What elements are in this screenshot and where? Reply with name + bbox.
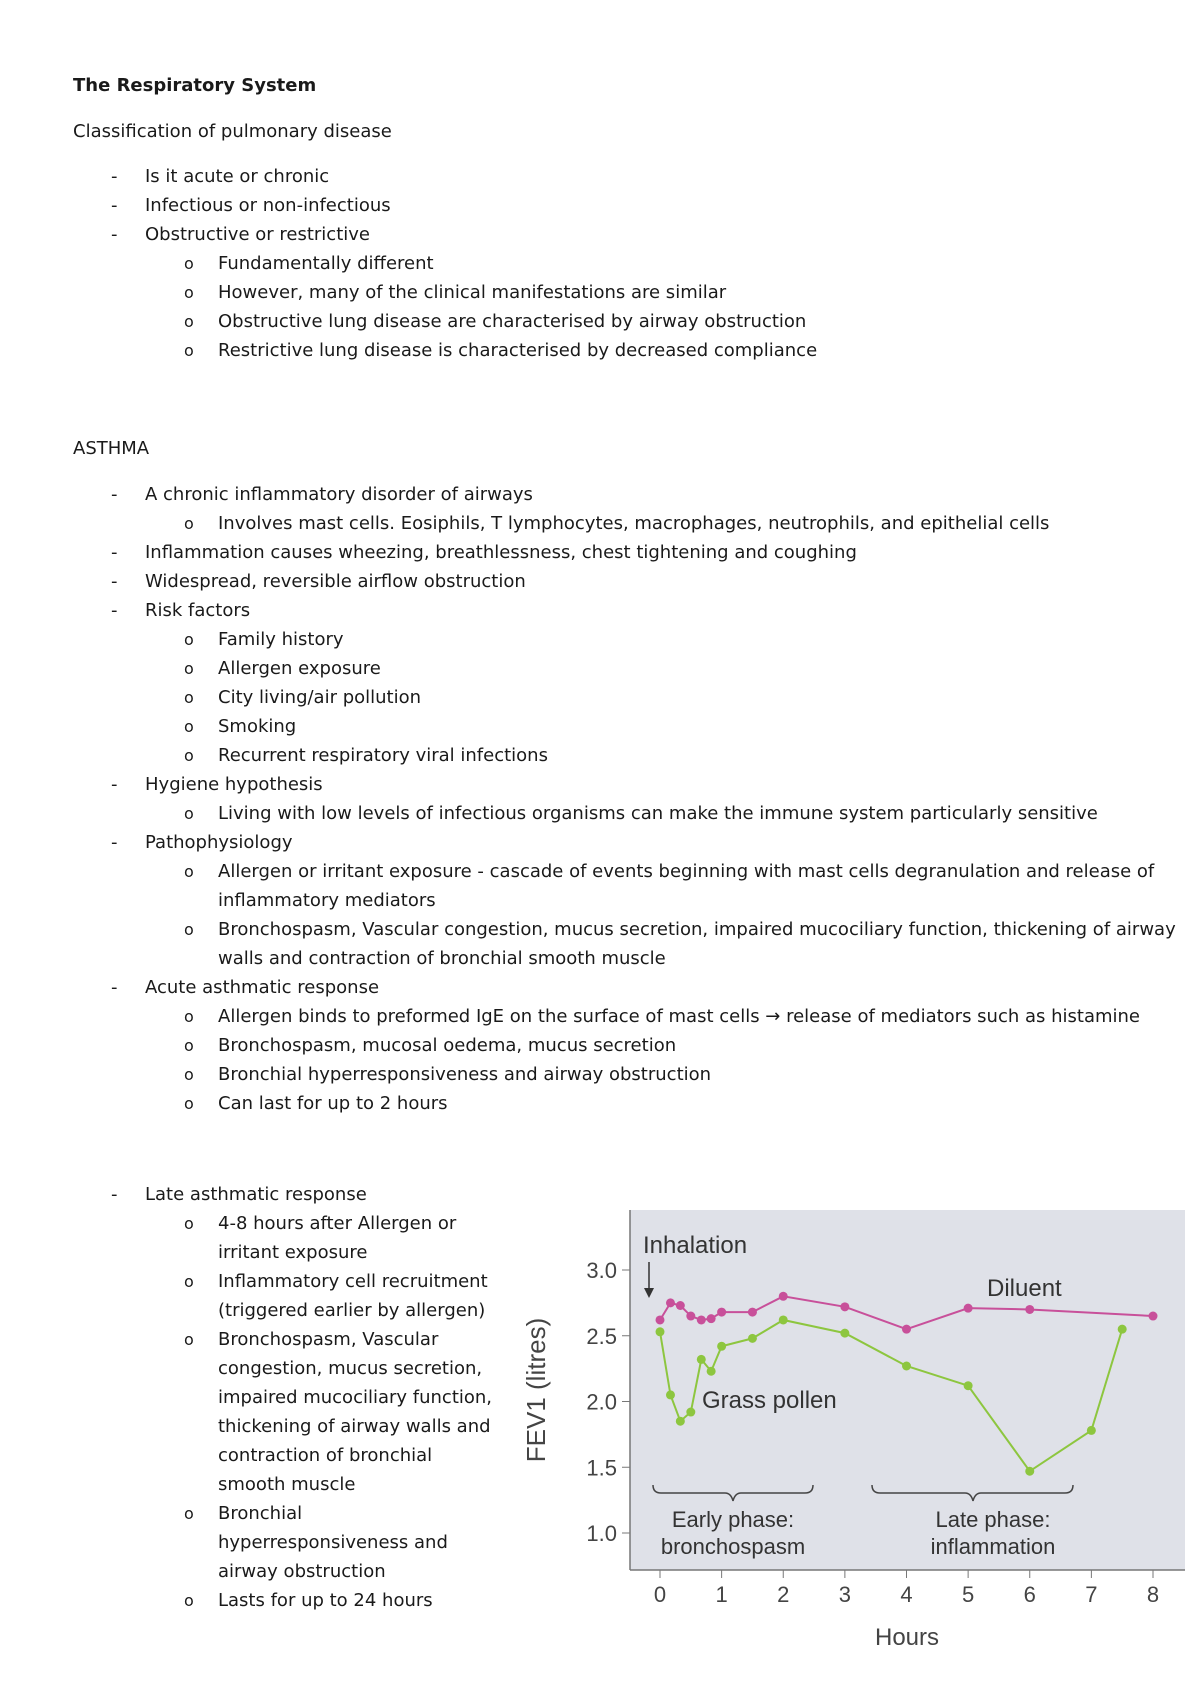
- bullet-item: - Inflammation causes wheezing, breathlessness, chest tightening and coughing: [0, 538, 1200, 567]
- sub-bullet-item: o Can last for up to 2 hours: [0, 1089, 1200, 1118]
- sub-bullet-item: o 4-8 hours after Allergen or irritant exposure: [0, 1209, 498, 1267]
- bullet-item: - Is it acute or chronic: [0, 162, 817, 191]
- grass-pollen-data-point: [748, 1334, 757, 1343]
- sub-bullet-item: o Inflammatory cell recruitment (triggered earlier by allergen): [0, 1267, 498, 1325]
- diluent-data-point: [656, 1315, 665, 1324]
- diluent-data-point: [697, 1315, 706, 1324]
- bullet-item: - Pathophysiology: [0, 828, 1200, 857]
- sub-bullet-item: o Bronchospasm, mucosal oedema, mucus secretion: [0, 1031, 1200, 1060]
- grass-pollen-data-point: [902, 1361, 911, 1370]
- bullet-item: - Late asthmatic response: [0, 1180, 498, 1209]
- x-tick-label: 2: [777, 1582, 790, 1607]
- classification-heading: Classification of pulmonary disease: [73, 121, 392, 142]
- grass-pollen-data-point: [1087, 1426, 1096, 1435]
- y-tick-label: 2.5: [586, 1323, 617, 1349]
- y-axis: [586, 1258, 630, 1546]
- y-tick-label: 1.5: [586, 1455, 617, 1481]
- diluent-data-point: [676, 1301, 685, 1310]
- classification-list: [0, 162, 817, 365]
- diluent-data-point: [902, 1325, 911, 1334]
- sub-bullet-item: o Bronchial hyperresponsiveness and airway obstruction: [0, 1499, 498, 1586]
- grass-pollen-data-point: [707, 1367, 716, 1376]
- sub-bullet-item: o Family history: [0, 625, 1200, 654]
- sub-bullet-item: o Fundamentally different: [0, 249, 817, 278]
- diluent-data-point: [964, 1304, 973, 1313]
- y-tick-label: 2.0: [586, 1389, 617, 1415]
- diluent-data-point: [686, 1312, 695, 1321]
- late-phase-label: Late phase:: [935, 1507, 1051, 1532]
- x-axis-label: Hours: [874, 1624, 940, 1651]
- grass-pollen-data-point: [656, 1327, 665, 1336]
- grass-pollen-data-point: [1025, 1467, 1034, 1476]
- x-tick-label: 8: [1146, 1582, 1160, 1607]
- grass-pollen-label: Grass pollen: [702, 1387, 837, 1414]
- diluent-label: Diluent: [987, 1275, 1062, 1302]
- sub-bullet-item: o Allergen binds to preformed IgE on the surface of mast cells → release of mediators such as histamine: [0, 1002, 1200, 1031]
- grass-pollen-data-point: [964, 1381, 973, 1390]
- diluent-data-point: [666, 1298, 675, 1307]
- bullet-item: - A chronic inflammatory disorder of airways: [0, 480, 1200, 509]
- sub-bullet-item: o Smoking: [0, 712, 1200, 741]
- sub-bullet-item: o Obstructive lung disease are characterised by airway obstruction: [0, 307, 817, 336]
- bullet-item: - Obstructive or restrictive: [0, 220, 817, 249]
- sub-bullet-item: o Involves mast cells. Eosiphils, T lymphocytes, macrophages, neutrophils, and epithelial cells: [0, 509, 1200, 538]
- diluent-data-point: [707, 1314, 716, 1323]
- diluent-data-point: [840, 1302, 849, 1311]
- x-tick-label: 0: [653, 1582, 667, 1607]
- asthma-heading: ASTHMA: [73, 438, 150, 459]
- bullet-item: - Hygiene hypothesis: [0, 770, 1200, 799]
- asthma-list: [0, 480, 1200, 1118]
- early-phase-label: Early phase:: [671, 1507, 795, 1532]
- sub-bullet-item: o However, many of the clinical manifestations are similar: [0, 278, 817, 307]
- diluent-data-point: [1025, 1305, 1034, 1314]
- fev1-chart: [515, 1200, 1195, 1670]
- diluent-data-point: [1149, 1312, 1158, 1321]
- x-tick-label: 4: [900, 1582, 913, 1607]
- sub-bullet-item: o Recurrent respiratory viral infections: [0, 741, 1200, 770]
- sub-bullet-item: o Restrictive lung disease is characterised by decreased compliance: [0, 336, 817, 365]
- sub-bullet-item: o City living/air pollution: [0, 683, 1200, 712]
- sub-bullet-item: o Living with low levels of infectious organisms can make the immune system particularly sensitive: [0, 799, 1200, 828]
- y-tick-label: 3.0: [586, 1258, 617, 1283]
- diluent-data-point: [748, 1308, 757, 1317]
- inhalation-label: Inhalation: [643, 1232, 748, 1259]
- y-axis-label: FEV1 (litres): [521, 1317, 551, 1463]
- grass-pollen-data-point: [697, 1355, 706, 1364]
- grass-pollen-data-point: [840, 1329, 849, 1338]
- sub-bullet-item: o Bronchospasm, Vascular congestion, mucus secretion, impaired mucociliary function, thickening of airway walls and contraction of bronchial smooth muscle: [0, 1325, 498, 1499]
- sub-bullet-item: o Bronchospasm, Vascular congestion, mucus secretion, impaired mucociliary function, thickening of airway walls and contraction of bronchial smooth muscle: [0, 915, 1200, 973]
- page-title: The Respiratory System: [73, 75, 317, 96]
- bullet-item: - Risk factors: [0, 596, 1200, 625]
- sub-bullet-item: o Allergen or irritant exposure - cascade of events beginning with mast cells degranulation and release of inflammatory mediators: [0, 857, 1200, 915]
- bullet-item: - Widespread, reversible airflow obstruction: [0, 567, 1200, 596]
- x-tick-label: 1: [715, 1582, 728, 1607]
- grass-pollen-data-point: [1118, 1325, 1127, 1334]
- sub-bullet-item: o Allergen exposure: [0, 654, 1200, 683]
- grass-pollen-data-point: [717, 1342, 726, 1351]
- grass-pollen-data-point: [666, 1390, 675, 1399]
- late-phase-detail: inflammation: [930, 1534, 1056, 1559]
- grass-pollen-data-point: [676, 1417, 685, 1426]
- sub-bullet-item: o Lasts for up to 24 hours: [0, 1586, 498, 1615]
- grass-pollen-data-point: [779, 1315, 788, 1324]
- late-response-list: [0, 1180, 498, 1615]
- bullet-item: - Infectious or non-infectious: [0, 191, 817, 220]
- bullet-item: - Acute asthmatic response: [0, 973, 1200, 1002]
- diluent-data-point: [779, 1292, 788, 1301]
- diluent-data-point: [717, 1308, 726, 1317]
- x-tick-label: 3: [838, 1582, 851, 1607]
- x-tick-label: 7: [1085, 1582, 1098, 1607]
- sub-bullet-item: o Bronchial hyperresponsiveness and airway obstruction: [0, 1060, 1200, 1089]
- y-tick-label: 1.0: [586, 1521, 617, 1546]
- x-axis: [654, 1570, 1159, 1607]
- x-tick-label: 5: [962, 1582, 975, 1607]
- grass-pollen-data-point: [686, 1408, 695, 1417]
- x-tick-label: 6: [1023, 1582, 1036, 1607]
- early-phase-detail: bronchospasm: [660, 1534, 806, 1559]
